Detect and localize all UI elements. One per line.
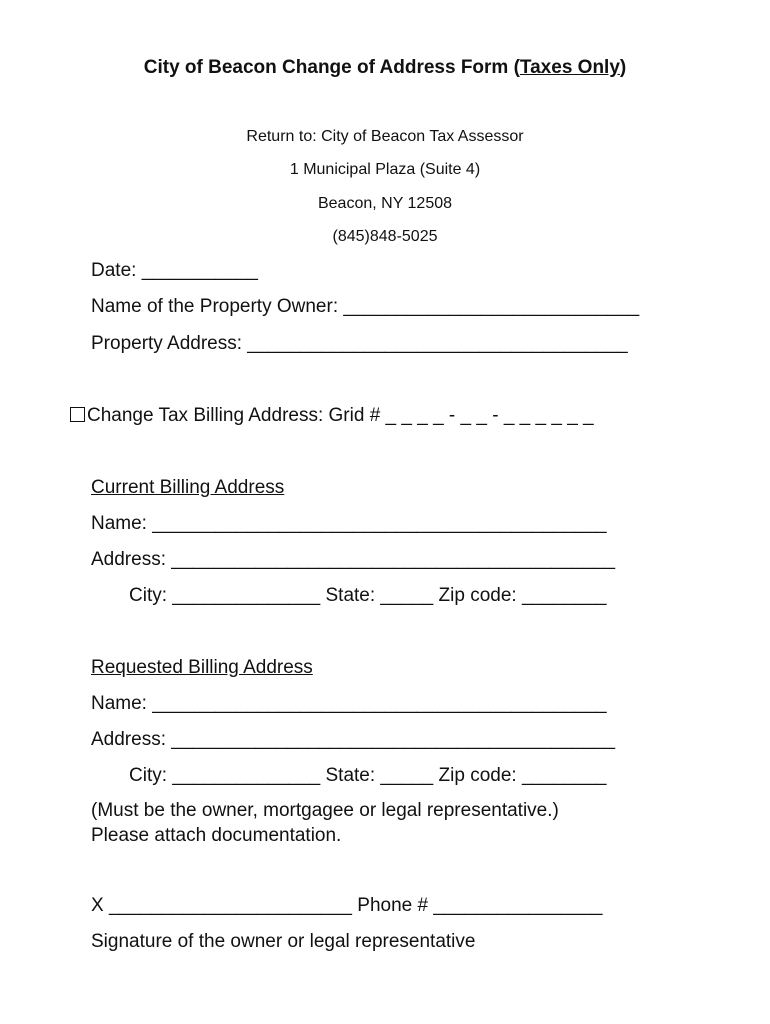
change-billing-row	[70, 405, 594, 427]
current-city-state-zip-field[interactable]: City: ______________ State: _____ Zip code: ________	[129, 585, 607, 606]
title-prefix: City of Beacon Change of Address Form (	[143, 57, 520, 78]
current-name-field[interactable]: Name: ___________________________________________	[91, 513, 607, 534]
date-field[interactable]: Date: ___________	[91, 260, 258, 281]
requested-billing-heading: Requested Billing Address	[91, 657, 313, 678]
street-line: 1 Municipal Plaza (Suite 4)	[289, 161, 481, 178]
signature-phone-field[interactable]: X _______________________ Phone # ________________	[91, 895, 603, 916]
title-underlined: Taxes Only	[519, 57, 620, 78]
owner-requirement-note: (Must be the owner, mortgagee or legal representative.)	[91, 800, 559, 821]
return-to-line: Return to: City of Beacon Tax Assessor	[246, 128, 524, 145]
title-suffix: )	[619, 57, 627, 78]
city-state-zip-line: Beacon, NY 12508	[317, 195, 453, 212]
change-billing-checkbox[interactable]	[70, 407, 85, 422]
page-title	[0, 57, 770, 79]
owner-name-field[interactable]: Name of the Property Owner: ____________________________	[91, 296, 640, 317]
current-billing-heading: Current Billing Address	[91, 477, 285, 498]
requested-name-field[interactable]: Name: ___________________________________________	[91, 693, 607, 714]
requested-address-field[interactable]: Address: __________________________________________	[91, 729, 616, 750]
requested-city-state-zip-field[interactable]: City: ______________ State: _____ Zip code: ________	[129, 765, 607, 786]
current-address-field[interactable]: Address: __________________________________________	[91, 549, 616, 570]
attach-documentation-note: Please attach documentation.	[91, 825, 342, 846]
property-address-field[interactable]: Property Address: ____________________________________	[91, 333, 628, 354]
signature-caption: Signature of the owner or legal representative	[91, 931, 476, 952]
assessor-phone-line: (845)848-5025	[332, 228, 438, 245]
change-billing-label: Change Tax Billing Address: Grid # _ _ _ _ - _ _ - _ _ _ _ _ _	[87, 405, 594, 426]
